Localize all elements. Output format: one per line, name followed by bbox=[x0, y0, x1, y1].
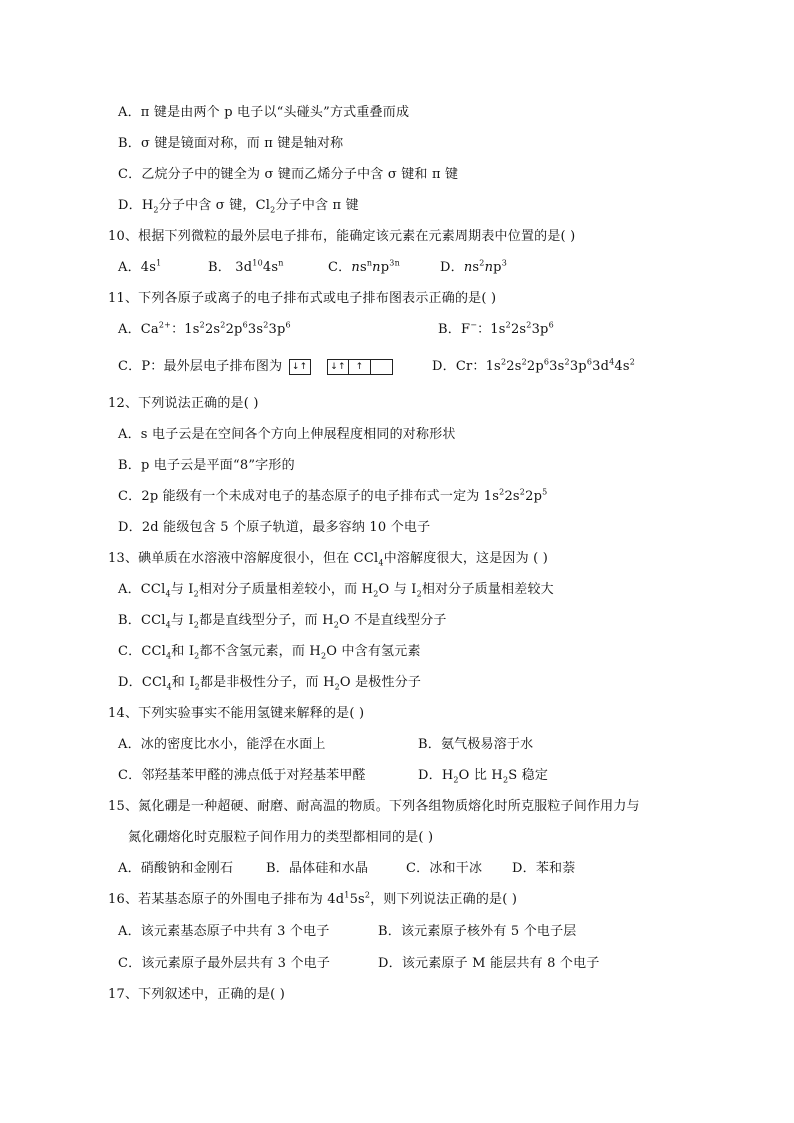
q12-option-d: D．2d 能级包含 5 个原子轨道，最多容纳 10 个电子 bbox=[118, 520, 431, 535]
q11-option-d: D．Cr：$1s^22s^22p^63s^23p^63d^44s^2$ bbox=[432, 357, 636, 374]
q10-option-d: D．$ns^2np^3$ bbox=[440, 258, 507, 275]
q11-option-b: B．F−：$1s^22s^23p^6$ bbox=[438, 320, 554, 337]
q13-option-c: C．CCl$_4$和 $I_2$都不含氢元素，而 $H_2O$ 中含有氢元素 bbox=[118, 644, 421, 661]
q12-option-c: C．2p 能级有一个未成对电子的基态原子的电子排布式一定为 $1s^22s^22p^5$ bbox=[118, 487, 548, 504]
q14-option-d: D．$H_2O$ 比 $H_2S$ 稳定 bbox=[418, 768, 549, 785]
q9-option-a: A．π 键是由两个 p 电子以“头碰头”方式重叠而成 bbox=[118, 105, 410, 120]
q16-option-b: B．该元素原子核外有 5 个电子层 bbox=[378, 924, 577, 939]
q14-option-b: B．氨气极易溶于水 bbox=[418, 737, 534, 752]
q10-option-a: A．$4s^1$ bbox=[118, 258, 162, 275]
q15-option-a: A．硝酸钠和金刚石 bbox=[118, 861, 234, 876]
q13-stem: 13、碘单质在水溶液中溶解度很小，但在 CCl$_4$中溶解度很大，这是因为 ( ) bbox=[108, 551, 549, 568]
q10-stem: 10、根据下列微粒的最外层电子排布，能确定该元素在元素周期表中位置的是( ) bbox=[108, 229, 576, 244]
q11-option-a: A．$Ca^{2+}$：$1s^22s^22p^63s^23p^6$ bbox=[118, 320, 291, 337]
orbital-box: ↓↑ bbox=[327, 359, 349, 375]
q9-option-c: C．乙烷分子中的键全为 σ 键而乙烯分子中含 σ 键和 π 键 bbox=[118, 167, 459, 182]
q12-option-a: A．s 电子云是在空间各个方向上伸展程度相同的对称形状 bbox=[118, 427, 456, 442]
q11-stem: 11、下列各原子或离子的电子排布式或电子排布图表示正确的是( ) bbox=[108, 291, 497, 306]
q16-stem: 16、若某基态原子的外围电子排布为 $4d^15s^2$，则下列说法正确的是( ) bbox=[108, 890, 518, 907]
q10-option-c: C．$ns^nnp^{3n}$ bbox=[328, 258, 400, 275]
q16-option-d: D．该元素原子 M 能层共有 8 个电子 bbox=[378, 956, 600, 971]
q13-option-b: B．CCl$_4$与 $I_2$都是直线型分子，而 $H_2O$ 不是直线型分子 bbox=[118, 613, 447, 630]
orbital-diagram-3p bbox=[327, 359, 393, 375]
orbital-box: ↓↑ bbox=[289, 359, 311, 375]
q11-option-c: C．P：最外层电子排布图为 ↓↑ ↓↑ ↑ bbox=[118, 358, 393, 376]
q14-stem: 14、下列实验事实不能用氢键来解释的是( ) bbox=[108, 706, 365, 721]
q10-option-b: B． $3d^{10}4s^n$ bbox=[208, 258, 284, 275]
q15-option-b: B．晶体硅和水晶 bbox=[266, 861, 369, 876]
q16-option-a: A．该元素基态原子中共有 3 个电子 bbox=[118, 924, 330, 939]
q14-option-a: A．冰的密度比水小，能浮在水面上 bbox=[118, 737, 326, 752]
q12-option-b: B．p 电子云是平面“8”字形的 bbox=[118, 458, 295, 473]
q15-option-d: D．苯和萘 bbox=[512, 861, 576, 876]
q15-stem-line2: 氮化硼熔化时克服粒子间作用力的类型都相同的是( ) bbox=[128, 830, 434, 845]
orbital-box bbox=[371, 359, 393, 375]
q15-stem-line1: 15、氮化硼是一种超硬、耐磨、耐高温的物质。下列各组物质熔化时所克服粒子间作用力与 bbox=[108, 799, 640, 814]
q9-option-b: B．σ 键是镜面对称，而 π 键是轴对称 bbox=[118, 136, 344, 151]
orbital-box: ↑ bbox=[349, 359, 371, 375]
orbital-diagram-3s bbox=[289, 359, 311, 375]
q14-option-c: C．邻羟基苯甲醛的沸点低于对羟基苯甲醛 bbox=[118, 768, 366, 783]
q9-option-d: D．$H_2$分子中含 σ 键，$Cl_2$分子中含 π 键 bbox=[118, 198, 359, 215]
q15-option-c: C．冰和干冰 bbox=[406, 861, 483, 876]
q13-option-d: D．CCl$_4$和 $I_2$都是非极性分子，而 $H_2O$ 是极性分子 bbox=[118, 675, 422, 692]
q16-option-c: C．该元素原子最外层共有 3 个电子 bbox=[118, 956, 331, 971]
q13-option-a: A．CCl$_4$与 $I_2$相对分子质量相差较小，而 $H_2O$ 与 $I_2$相对分子质量相差较大 bbox=[118, 582, 554, 599]
q12-stem: 12、下列说法正确的是( ) bbox=[108, 396, 259, 411]
q17-stem: 17、下列叙述中，正确的是( ) bbox=[108, 987, 286, 1002]
